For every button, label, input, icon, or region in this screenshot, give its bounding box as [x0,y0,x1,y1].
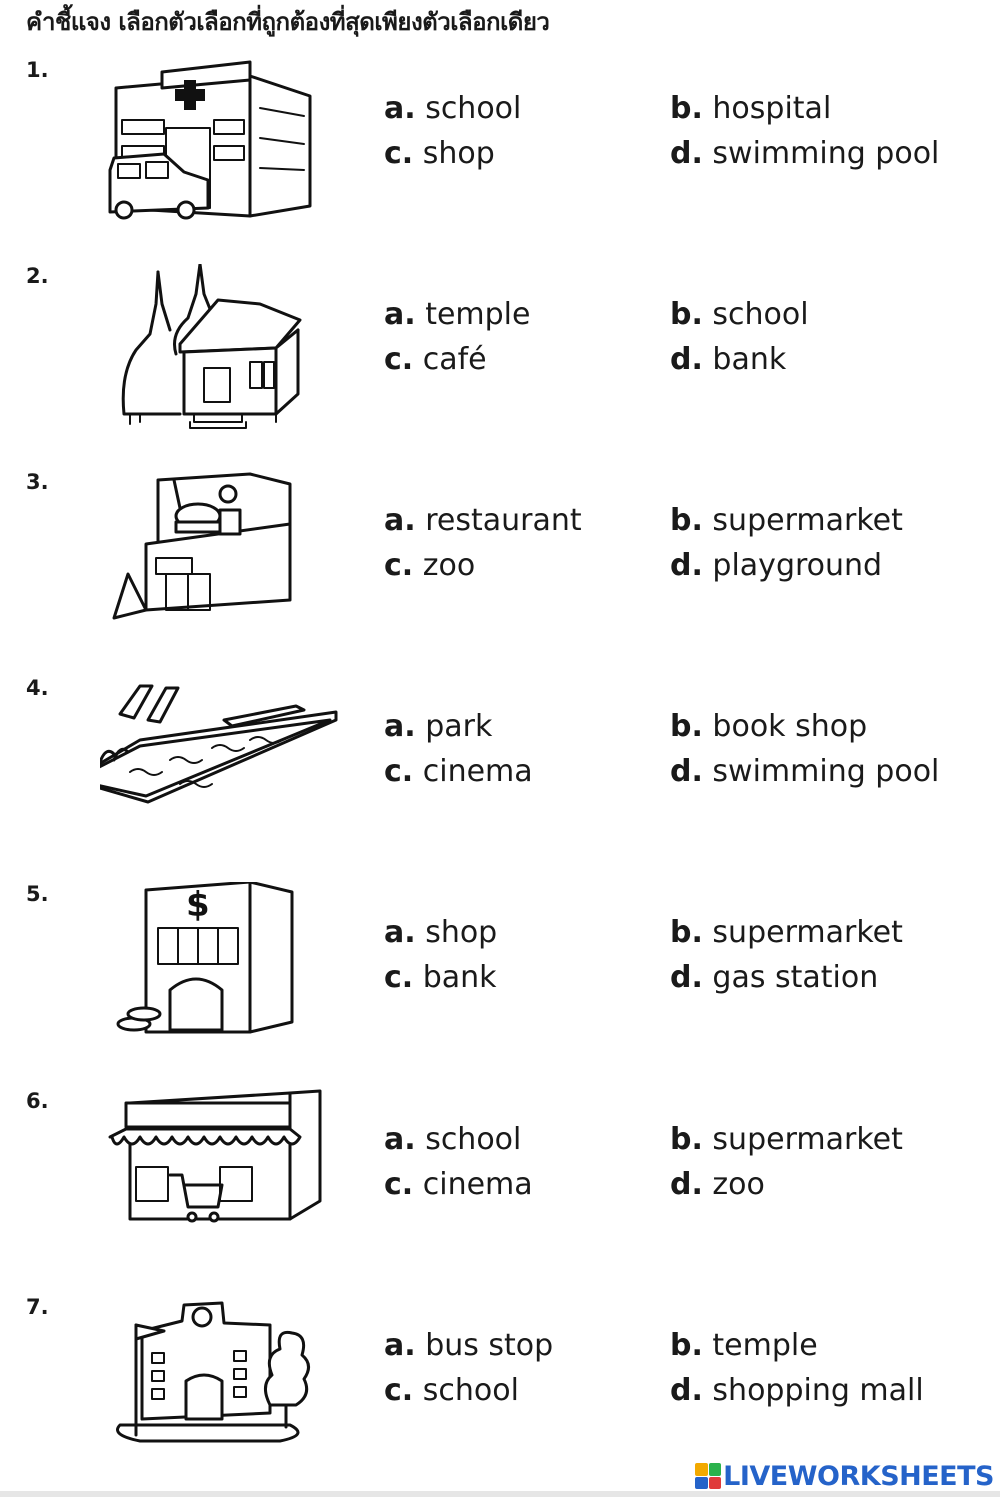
question-1 [0,58,1000,258]
option-text: gas station [712,960,879,995]
option-text: cinema [422,754,533,789]
option-text: cinema [422,1167,533,1202]
option-text: temple [712,1328,818,1363]
option-a[interactable]: a. shop [384,915,498,950]
question-number: 2. [26,264,49,288]
liveworksheets-logo [695,1461,994,1491]
option-a[interactable]: a. park [384,709,493,744]
option-text: café [422,342,487,377]
liveworksheets-logo-icon [695,1463,721,1489]
option-b[interactable]: b. book shop [670,709,868,744]
question-number: 6. [26,1089,49,1113]
option-b[interactable]: b. supermarket [670,915,903,950]
option-text: temple [425,297,531,332]
option-text: shop [422,136,495,171]
option-text: bank [712,342,787,377]
svg-text:$: $ [186,885,210,925]
question-number: 4. [26,676,49,700]
swimming-pool-picture [100,676,350,856]
option-d[interactable]: d. bank [670,342,787,377]
option-c[interactable]: c. bank [384,960,497,995]
option-text: school [422,1373,519,1408]
option-text: bus stop [425,1328,554,1363]
bottom-bar [0,1491,1000,1497]
option-text: shop [425,915,498,950]
school-picture [100,1295,350,1475]
brand-name: LIVEWORKSHEETS [723,1460,994,1492]
question-5 [0,882,1000,1082]
option-text: supermarket [712,503,903,538]
option-text: zoo [712,1167,765,1202]
option-b[interactable]: b. hospital [670,91,832,126]
option-text: supermarket [712,915,903,950]
option-b[interactable]: b. temple [670,1328,818,1363]
option-a[interactable]: a. temple [384,297,531,332]
option-text: book shop [712,709,868,744]
question-6 [0,1089,1000,1289]
restaurant-picture [100,470,350,650]
question-number: 1. [26,58,49,82]
bank-picture [100,882,350,1062]
question-4 [0,676,1000,876]
option-c[interactable]: c. cinema [384,1167,533,1202]
question-3 [0,470,1000,670]
option-text: hospital [712,91,832,126]
option-a[interactable]: a. restaurant [384,503,582,538]
option-text: zoo [422,548,476,583]
option-text: swimming pool [712,136,940,171]
option-d[interactable]: d. swimming pool [670,754,940,789]
option-d[interactable]: d. gas station [670,960,879,995]
option-text: swimming pool [712,754,940,789]
option-text: park [425,709,493,744]
option-text: school [712,297,809,332]
option-text: school [425,91,522,126]
option-c[interactable]: c. cinema [384,754,533,789]
option-a[interactable]: a. school [384,91,522,126]
option-text: restaurant [425,503,582,538]
instruction-text: คำชี้แจง เลือกตัวเลือกที่ถูกต้องที่สุดเพียงตัวเลือกเดียว [26,8,550,36]
option-a[interactable]: a. bus stop [384,1328,554,1363]
option-b[interactable]: b. supermarket [670,503,903,538]
option-c[interactable]: c. school [384,1373,519,1408]
question-number: 3. [26,470,49,494]
option-text: playground [712,548,883,583]
option-a[interactable]: a. school [384,1122,522,1157]
question-number: 5. [26,882,49,906]
option-d[interactable]: d. playground [670,548,883,583]
option-c[interactable]: c. zoo [384,548,476,583]
option-text: school [425,1122,522,1157]
option-b[interactable]: b. school [670,297,809,332]
option-text: shopping mall [712,1373,924,1408]
question-2 [0,264,1000,464]
temple-picture [100,264,350,444]
option-d[interactable]: d. zoo [670,1167,765,1202]
option-text: bank [422,960,497,995]
supermarket-picture [100,1089,350,1269]
option-d[interactable]: d. shopping mall [670,1373,924,1408]
option-c[interactable]: c. café [384,342,487,377]
option-c[interactable]: c. shop [384,136,495,171]
hospital-picture [100,58,350,238]
option-b[interactable]: b. supermarket [670,1122,903,1157]
option-d[interactable]: d. swimming pool [670,136,940,171]
option-text: supermarket [712,1122,903,1157]
question-number: 7. [26,1295,49,1319]
